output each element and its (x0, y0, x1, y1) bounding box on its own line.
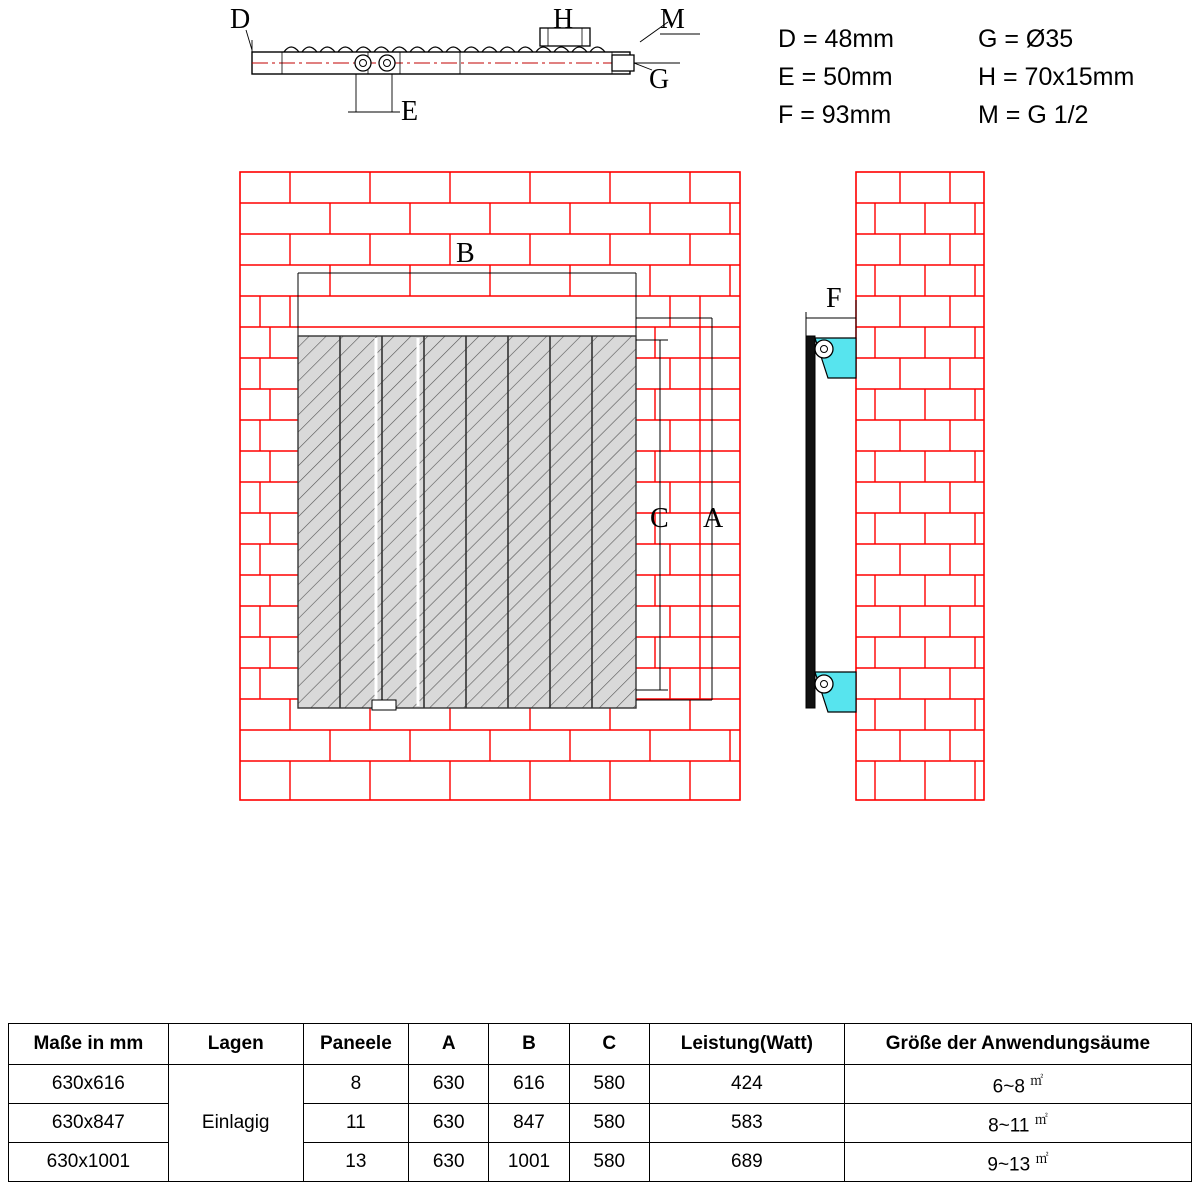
callout-a: A (703, 503, 724, 534)
spec-row (778, 58, 1188, 96)
spec-m: M = G 1/2 (978, 101, 1089, 129)
cell-a: 630 (409, 1065, 489, 1104)
spec-e: E = 50mm (778, 63, 893, 91)
header-c: C (569, 1024, 649, 1065)
callout-h: H (553, 4, 574, 35)
callout-g: G (649, 64, 670, 95)
cell-leistung: 689 (649, 1143, 844, 1182)
cell-groesse (844, 1143, 1191, 1182)
specifications-list (778, 20, 1188, 134)
callout-c: C (650, 503, 669, 534)
callout-f: F (826, 283, 842, 314)
spec-row (778, 96, 1188, 134)
groesse-value: 6~8 (992, 1076, 1025, 1098)
callout-b: B (456, 238, 475, 269)
cell-c: 580 (569, 1143, 649, 1182)
cell-b: 616 (489, 1065, 569, 1104)
spec-h: H = 70x15mm (978, 63, 1135, 91)
header-b: B (489, 1024, 569, 1065)
cell-paneele: 11 (303, 1104, 408, 1143)
cell-leistung: 424 (649, 1065, 844, 1104)
callout-m: M (660, 4, 685, 35)
cell-paneele: 13 (303, 1143, 408, 1182)
cell-masse: 630x616 (9, 1065, 169, 1104)
cell-lagen: Einlagig (168, 1065, 303, 1182)
groesse-unit: ㎡ (1030, 1072, 1044, 1088)
cell-a: 630 (409, 1143, 489, 1182)
table-row (9, 1065, 1192, 1104)
callout-e: E (401, 96, 419, 127)
groesse-value: 8~11 (988, 1115, 1030, 1137)
groesse-unit: ㎡ (1035, 1150, 1049, 1166)
cell-groesse (844, 1104, 1191, 1143)
cell-leistung: 583 (649, 1104, 844, 1143)
cell-b: 1001 (489, 1143, 569, 1182)
specification-table-wrapper (8, 1023, 1192, 1182)
cell-c: 580 (569, 1104, 649, 1143)
spec-g: G = Ø35 (978, 25, 1074, 53)
header-leistung: Leistung(Watt) (649, 1024, 844, 1065)
callout-d: D (230, 4, 251, 35)
specification-table (8, 1023, 1192, 1182)
cell-a: 630 (409, 1104, 489, 1143)
header-a: A (409, 1024, 489, 1065)
header-paneele: Paneele (303, 1024, 408, 1065)
header-groesse: Größe der Anwendungsäume (844, 1024, 1191, 1065)
header-lagen: Lagen (168, 1024, 303, 1065)
front-view-brick-wall (240, 172, 740, 800)
top-section-view (246, 12, 704, 112)
spec-row (778, 20, 1188, 58)
spec-d: D = 48mm (778, 25, 895, 53)
cell-c: 580 (569, 1065, 649, 1104)
cell-b: 847 (489, 1104, 569, 1143)
cell-masse: 630x1001 (9, 1143, 169, 1182)
cell-groesse (844, 1065, 1191, 1104)
spec-f: F = 93mm (778, 101, 892, 129)
side-view-brick-wall (806, 172, 984, 800)
header-masse: Maße in mm (9, 1024, 169, 1065)
groesse-value: 9~13 (987, 1154, 1031, 1176)
groesse-unit: ㎡ (1034, 1111, 1048, 1127)
cell-masse: 630x847 (9, 1104, 169, 1143)
table-header-row (9, 1024, 1192, 1065)
cell-paneele: 8 (303, 1065, 408, 1104)
